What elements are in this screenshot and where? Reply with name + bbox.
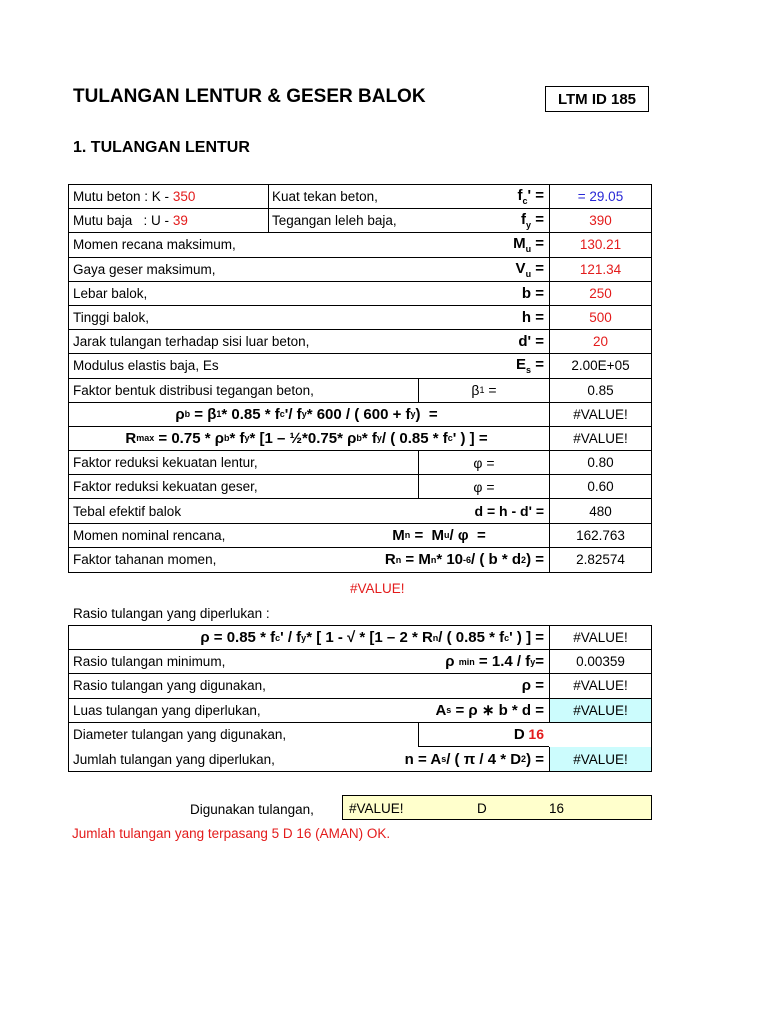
row-label: Tinggi balok,	[73, 310, 150, 326]
table-row	[69, 451, 651, 475]
formula-fc: $f_c'$ =	[517, 187, 544, 207]
row-label: Jarak tulangan terhadap sisi luar beton,	[73, 334, 310, 350]
table-row	[69, 524, 651, 548]
formula-beta1: β 1 =	[418, 379, 549, 402]
diameter-input[interactable]	[418, 723, 549, 747]
table-row	[69, 674, 651, 698]
rasio-caption: Rasio tulangan yang diperlukan :	[73, 606, 270, 621]
value-cell: 2.82574	[549, 548, 651, 572]
digunakan-d: D	[477, 801, 487, 816]
formula-d-prime: d' =	[518, 333, 544, 351]
formula-d-effective: d = h - d' =	[474, 503, 544, 520]
label-cell	[69, 185, 195, 208]
value-cell: 130.21	[549, 233, 651, 256]
row-label: Mutu baja : U -	[73, 213, 170, 229]
formula-fy: $f_y$ =	[521, 211, 544, 231]
formula-rho-used: ρ =	[521, 677, 544, 695]
value-cell: = 29.05	[549, 185, 651, 208]
final-note: Jumlah tulangan yang terpasang 5 D 16 (AMAN) OK.	[72, 826, 391, 841]
table-row	[69, 747, 651, 771]
digunakan-value: #VALUE!	[349, 801, 404, 816]
table-row	[69, 379, 651, 403]
value-cell: 0.85	[549, 379, 651, 402]
formula-rho-min: ρ min = 1.4 / f y =	[445, 653, 544, 671]
table-row	[69, 258, 651, 282]
value-cell: 500	[549, 306, 651, 329]
value-cell: 390	[549, 209, 651, 232]
row-label: Rasio tulangan yang digunakan,	[73, 678, 266, 694]
digunakan-box	[342, 795, 652, 820]
table-row	[69, 626, 651, 650]
diameter-prefix: D	[513, 725, 525, 743]
ltm-id-box: LTM ID 185	[545, 86, 649, 112]
value-cell: 162.763	[549, 524, 651, 547]
table-row	[69, 185, 651, 209]
formula-phi-flexure: φ =	[418, 451, 549, 474]
value-cell: 0.00359	[549, 650, 651, 673]
table-row	[69, 282, 651, 306]
row-label: Lebar balok,	[73, 285, 148, 301]
value-cell: #VALUE!	[549, 747, 651, 771]
label-cell	[69, 209, 188, 232]
formula-rmax: R max = 0.75 * ρ b * f y * [1 – ½*0.75* ρ b * f y / ( 0.85 * f c ' ) ] =	[125, 429, 488, 447]
digunakan-label: Digunakan tulangan,	[190, 802, 314, 817]
formula-as: A s = ρ ∗ b * d =	[435, 701, 544, 720]
table-row	[69, 330, 651, 354]
formula-vu: $V_u$ =	[515, 259, 544, 279]
diameter-value: 16	[528, 726, 544, 743]
row-label: Rasio tulangan minimum,	[73, 654, 226, 670]
value-cell: #VALUE!	[549, 427, 651, 450]
value-cell: 20	[549, 330, 651, 353]
steel-grade-value: 39	[172, 213, 188, 229]
row-label: Gaya geser maksimum,	[73, 261, 216, 277]
row-label: Faktor reduksi kekuatan geser,	[73, 479, 258, 495]
formula-n: n = A s / ( π / 4 * D 2 ) =	[404, 750, 544, 768]
row-label: Jumlah tulangan yang diperlukan,	[73, 751, 275, 767]
rn-check-value: #VALUE!	[350, 581, 405, 596]
formula-mn: M n = M u / φ =	[392, 526, 486, 544]
table-row	[69, 699, 651, 723]
formula-mu: $M_u$ =	[513, 235, 544, 255]
row-label: Momen recana maksimum,	[73, 237, 236, 253]
value-cell: 0.60	[549, 475, 651, 498]
row-label: Tebal efektif balok	[73, 503, 182, 519]
value-cell: #VALUE!	[549, 699, 651, 722]
table-row	[69, 306, 651, 330]
value-cell: 250	[549, 282, 651, 305]
row-label: Faktor reduksi kekuatan lentur,	[73, 455, 258, 471]
input-table	[68, 184, 652, 573]
reinforcement-table	[68, 625, 652, 772]
value-cell: #VALUE!	[549, 403, 651, 426]
row-label: Faktor tahanan momen,	[73, 552, 217, 568]
table-row	[69, 427, 651, 451]
table-row	[69, 475, 651, 499]
value-cell: 0.80	[549, 451, 651, 474]
table-row	[69, 650, 651, 674]
value-cell: 2.00E+05	[549, 354, 651, 377]
row-label: Luas tulangan yang diperlukan,	[73, 702, 261, 718]
row-label: Diameter tulangan yang digunakan,	[73, 727, 287, 743]
formula-rho-b: ρ b = β 1 * 0.85 * f c '/ f y * 600 / ( 600 + f y ) =	[175, 405, 438, 423]
value-cell: #VALUE!	[549, 674, 651, 697]
formula-rho: ρ = 0.85 * f c ' / f y * [ 1 - √ * [1 – 2 * R n / ( 0.85 * f c ' ) ] =	[200, 629, 544, 647]
row-label: Momen nominal rencana,	[73, 527, 226, 543]
middle-label: Kuat tekan beton,	[268, 185, 378, 208]
middle-label: Tegangan leleh baja,	[268, 209, 397, 232]
table-row	[69, 723, 651, 747]
concrete-grade-value: 350	[172, 189, 196, 205]
table-row	[69, 354, 651, 378]
page-title: TULANGAN LENTUR & GESER BALOK	[73, 86, 426, 107]
row-label: Faktor bentuk distribusi tegangan beton,	[73, 382, 314, 398]
value-cell: 121.34	[549, 258, 651, 281]
formula-rn: R n = M n * 10 -6 / ( b * d 2 ) =	[384, 551, 544, 569]
formula-b: b =	[521, 284, 544, 302]
value-cell: 480	[549, 499, 651, 522]
section-title: 1. TULANGAN LENTUR	[73, 139, 250, 156]
table-row	[69, 233, 651, 257]
digunakan-diameter: 16	[549, 801, 565, 816]
value-cell: #VALUE!	[549, 626, 651, 649]
table-row	[69, 403, 651, 427]
formula-phi-shear: φ =	[418, 475, 549, 498]
formula-h: h =	[521, 309, 544, 327]
table-row	[69, 499, 651, 523]
table-row	[69, 209, 651, 233]
row-label: Modulus elastis baja, Es	[73, 358, 219, 374]
row-label: Mutu beton : K -	[73, 189, 170, 205]
table-row	[69, 548, 651, 572]
formula-es: $E_s$ =	[516, 356, 544, 376]
